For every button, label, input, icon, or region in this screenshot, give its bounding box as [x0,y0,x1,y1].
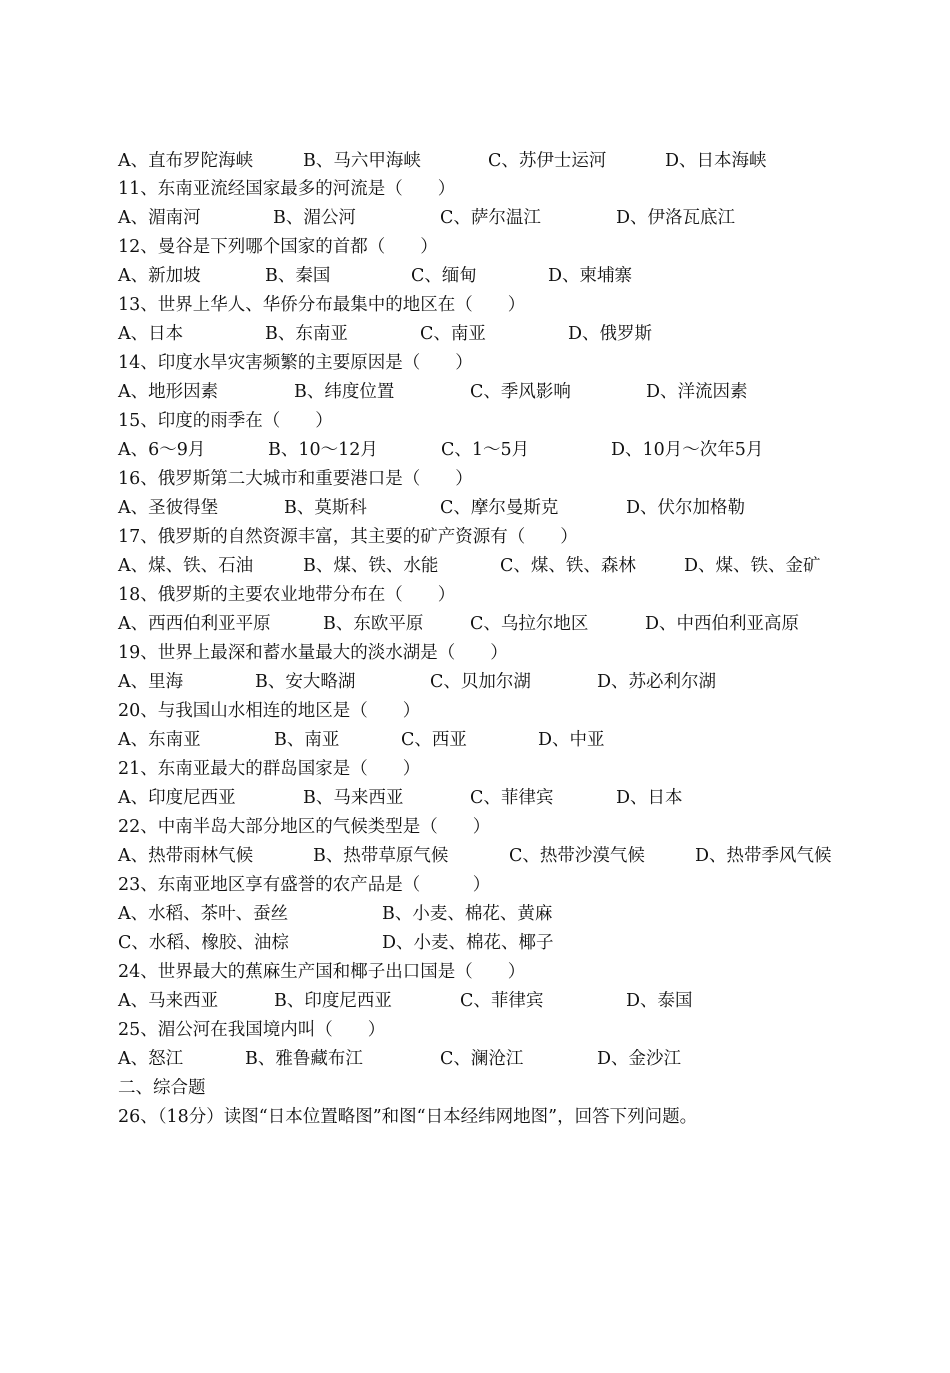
question-line: 22、中南半岛大部分地区的气候类型是（ ） [118,817,491,837]
answer-option: B、热带草原气候 [313,846,449,866]
answer-option: B、煤、铁、水能 [303,556,439,576]
answer-option: C、菲律宾 [460,991,544,1011]
question-line: 19、世界上最深和蓄水量最大的淡水湖是（ ） [118,643,508,663]
answer-option: A、印度尼西亚 [118,788,236,808]
question-line: 26、（18分）读图“日本位置略图”和图“日本经纬网地图”，回答下列问题。 [118,1107,698,1127]
answer-option: D、小麦、棉花、椰子 [382,933,554,953]
answer-option: C、煤、铁、森林 [500,556,636,576]
answer-option: C、贝加尔湖 [430,672,531,692]
answer-option: A、圣彼得堡 [118,498,219,518]
answer-option: B、小麦、棉花、黄麻 [382,904,553,924]
answer-option: B、莫斯科 [284,498,367,518]
answer-option: B、马六甲海峡 [303,151,421,171]
question-line: 12、曼谷是下列哪个国家的首都（ ） [118,237,438,257]
answer-option: B、纬度位置 [294,382,395,402]
answer-option: A、西西伯利亚平原 [118,614,271,634]
answer-option: D、煤、铁、金矿 [684,556,821,576]
answer-option: D、热带季风气候 [695,846,832,866]
answer-option: C、西亚 [401,730,467,750]
answer-option: B、马来西亚 [303,788,404,808]
question-line: 20、与我国山水相连的地区是（ ） [118,701,421,721]
answer-option: B、东南亚 [265,324,348,344]
question-line: 15、印度的雨季在（ ） [118,411,333,431]
answer-option: D、中亚 [538,730,605,750]
answer-option: D、伊洛瓦底江 [616,208,736,228]
answer-option: A、湄南河 [118,208,201,228]
answer-option: A、热带雨林气候 [118,846,254,866]
question-line: 21、东南亚最大的群岛国家是（ ） [118,759,421,779]
answer-option: D、柬埔寨 [548,266,633,286]
answer-option: A、水稻、茶叶、蚕丝 [118,904,289,924]
question-line: 二、综合题 [118,1078,206,1098]
answer-option: C、苏伊士运河 [488,151,607,171]
answer-option: A、怒江 [118,1049,184,1069]
answer-option: D、伏尔加格勒 [626,498,746,518]
answer-option: B、雅鲁藏布江 [245,1049,363,1069]
answer-option: C、萨尔温江 [440,208,541,228]
answer-option: C、澜沧江 [440,1049,524,1069]
answer-option: A、新加坡 [118,266,201,286]
question-line: 11、东南亚流经国家最多的河流是（ ） [118,179,456,199]
answer-option: B、10～12月 [268,440,378,460]
answer-option: A、煤、铁、石油 [118,556,254,576]
answer-option: B、东欧平原 [323,614,424,634]
answer-option: B、印度尼西亚 [274,991,392,1011]
answer-option: D、苏必利尔湖 [597,672,717,692]
question-line: 23、东南亚地区享有盛誉的农产品是（ ） [118,875,491,895]
answer-option: A、日本 [118,324,184,344]
answer-option: B、秦国 [265,266,331,286]
answer-option: C、南亚 [420,324,486,344]
answer-option: A、直布罗陀海峡 [118,151,254,171]
answer-option: D、洋流因素 [646,382,748,402]
answer-option: C、菲律宾 [470,788,554,808]
answer-option: A、地形因素 [118,382,219,402]
answer-option: A、马来西亚 [118,991,219,1011]
answer-option: C、1～5月 [441,440,530,460]
answer-option: C、热带沙漠气候 [509,846,645,866]
answer-option: D、泰国 [626,991,693,1011]
question-line: 17、俄罗斯的自然资源丰富，其主要的矿产资源有（ ） [118,527,578,547]
answer-option: C、水稻、橡胶、油棕 [118,933,289,953]
question-line: 25、湄公河在我国境内叫（ ） [118,1020,386,1040]
answer-option: D、金沙江 [597,1049,682,1069]
question-line: 13、世界上华人、华侨分布最集中的地区在（ ） [118,295,526,315]
answer-option: C、季风影响 [470,382,571,402]
answer-option: B、湄公河 [273,208,356,228]
question-line: 16、俄罗斯第二大城市和重要港口是（ ） [118,469,473,489]
answer-option: C、乌拉尔地区 [470,614,589,634]
answer-option: C、缅甸 [411,266,477,286]
question-line: 14、印度水旱灾害频繁的主要原因是（ ） [118,353,473,373]
answer-option: C、摩尔曼斯克 [440,498,559,518]
answer-option: D、日本 [616,788,683,808]
answer-option: D、日本海峡 [665,151,767,171]
answer-option: D、10月～次年5月 [611,440,764,460]
answer-option: B、南亚 [274,730,340,750]
answer-option: A、里海 [118,672,184,692]
question-line: 24、世界最大的蕉麻生产国和椰子出口国是（ ） [118,962,526,982]
answer-option: A、东南亚 [118,730,201,750]
answer-option: A、6～9月 [118,440,206,460]
question-line: 18、俄罗斯的主要农业地带分布在（ ） [118,585,456,605]
answer-option: D、中西伯利亚高原 [645,614,800,634]
answer-option: B、安大略湖 [255,672,356,692]
answer-option: D、俄罗斯 [568,324,653,344]
